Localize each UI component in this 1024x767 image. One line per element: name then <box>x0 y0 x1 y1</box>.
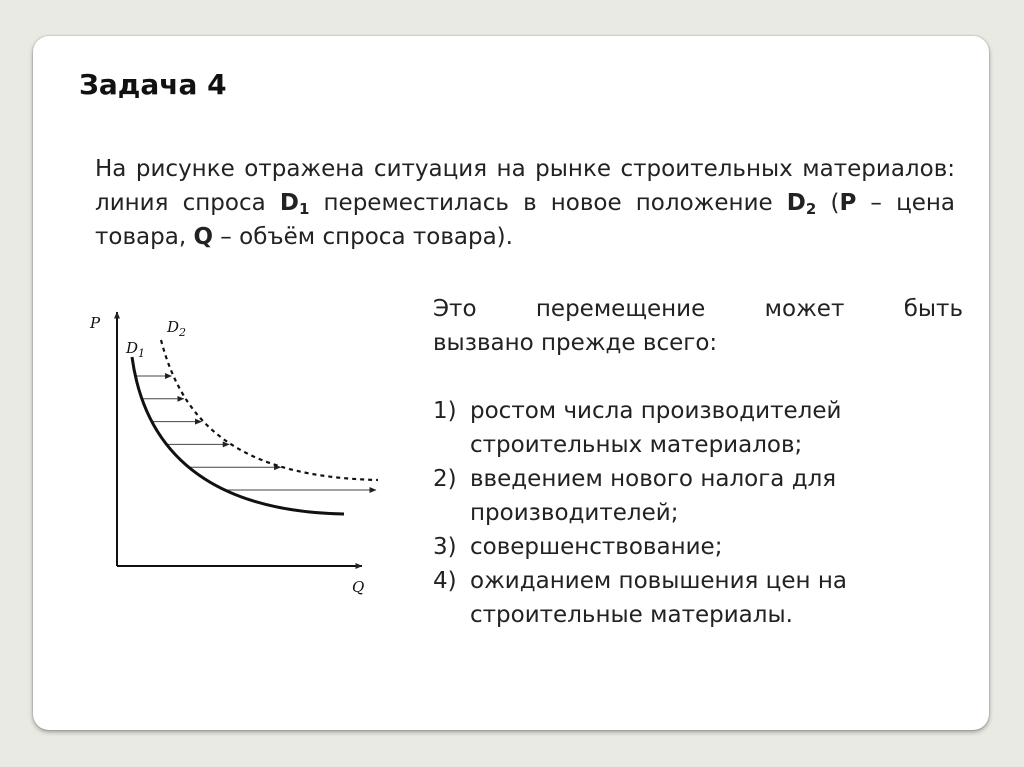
demand-shift-diagram <box>88 304 378 609</box>
x-axis-label: Q <box>352 578 365 596</box>
intro-text-4: – объём спроса товара). <box>213 224 513 250</box>
intro-text-1: На рисунке отражена ситуация на рынке строительных материалов: линия спроса <box>95 156 955 216</box>
question-block <box>433 292 963 632</box>
d1-label: $D_1$ <box>279 190 310 218</box>
answer-option-3[interactable]: 3) совершенствование; <box>433 534 723 560</box>
y-axis-label: P <box>90 314 101 332</box>
answer-option-4[interactable]: 4) ожиданием повышения цен на строительные материалы. <box>433 568 847 628</box>
answer-option-2[interactable]: 2) введением нового налога для производителей; <box>433 466 837 526</box>
intro-paren: ( <box>816 190 840 216</box>
question-lead-line-2: вызвано прежде всего: <box>433 330 718 356</box>
answer-option-1[interactable]: 1) ростом числа производителей строительных материалов; <box>433 398 842 458</box>
shift-arrows <box>136 376 376 490</box>
task-description <box>95 152 955 254</box>
q-label: Q <box>193 224 213 250</box>
task-title: Задача 4 <box>79 68 227 101</box>
question-lead <box>433 292 963 360</box>
slide <box>33 36 989 730</box>
demand-curve-d2 <box>161 340 378 480</box>
intro-text-2: переместилась в новое положение <box>309 190 787 216</box>
d2-label: $D_2$ <box>786 190 817 218</box>
d1-curve-label: $D_1$ <box>126 339 146 360</box>
d2-curve-label: $D_2$ <box>167 318 187 339</box>
intro-text-3: – цена товара, <box>95 190 956 250</box>
p-label: P <box>839 190 857 216</box>
question-lead-line-1: Это перемещение может быть <box>433 296 963 322</box>
